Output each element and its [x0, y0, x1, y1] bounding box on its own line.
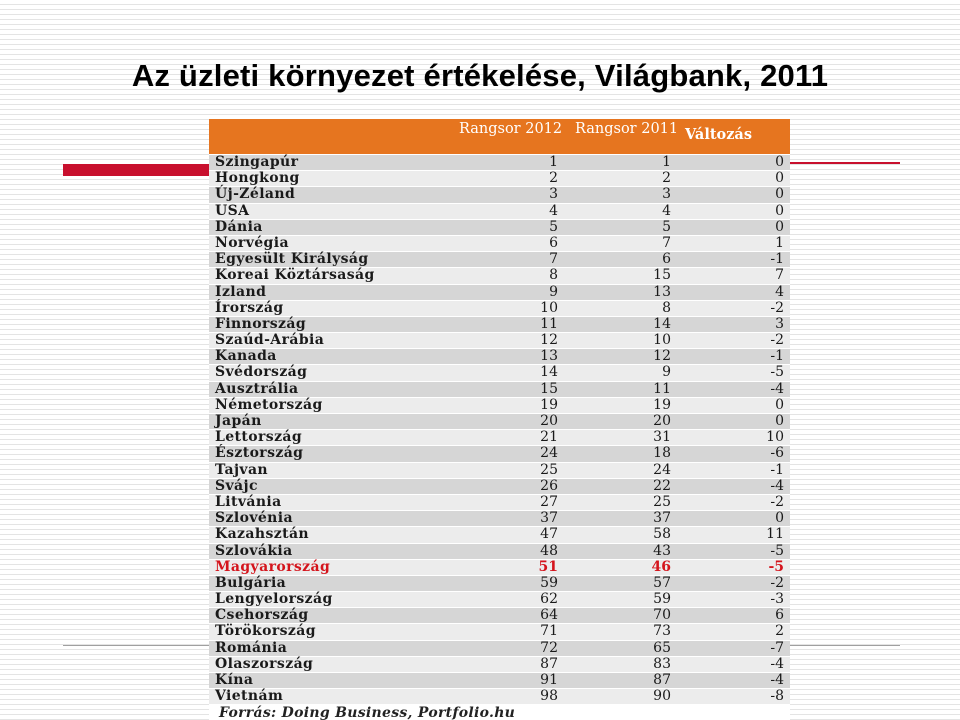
change-cell: -1	[770, 461, 784, 478]
rank-2011-cell: 15	[653, 267, 671, 284]
rank-2011-cell: 9	[662, 364, 671, 381]
rank-2012-cell: 14	[540, 364, 558, 381]
rank-2012-cell: 9	[549, 283, 558, 300]
change-cell: -4	[770, 380, 784, 397]
rank-2011-cell: 2	[662, 170, 671, 187]
ranking-table	[209, 119, 790, 720]
rank-2012-cell: 64	[540, 607, 558, 624]
table-body	[209, 154, 790, 704]
change-cell: 7	[775, 267, 784, 284]
country-cell: Vietnám	[215, 688, 284, 705]
table-row	[209, 445, 790, 461]
table-row	[209, 640, 790, 656]
accent-line	[790, 162, 900, 164]
country-cell: Kanada	[215, 348, 277, 365]
table-row	[209, 284, 790, 300]
rank-2011-cell: 90	[653, 688, 671, 705]
rank-2012-cell: 10	[540, 299, 558, 316]
table-header	[209, 119, 790, 154]
change-cell: 4	[775, 283, 784, 300]
change-cell: 0	[775, 186, 784, 203]
change-cell: -7	[770, 639, 784, 656]
table-row	[209, 332, 790, 348]
country-cell: Szlovákia	[215, 542, 293, 559]
country-cell: Csehország	[215, 607, 309, 624]
source-note: Forrás: Doing Business, Portfolio.hu	[219, 705, 516, 720]
table-row	[209, 219, 790, 235]
change-cell: -2	[770, 574, 784, 591]
country-cell: Románia	[215, 639, 288, 656]
rank-2011-cell: 43	[653, 542, 671, 559]
rank-2012-cell: 3	[549, 186, 558, 203]
country-cell: Izland	[215, 283, 267, 300]
change-cell: 0	[775, 218, 784, 235]
country-cell: Szlovénia	[215, 510, 293, 527]
table-row	[209, 381, 790, 397]
table-row	[209, 623, 790, 639]
header-country	[209, 119, 451, 154]
country-cell: Finnország	[215, 315, 307, 332]
table-row	[209, 543, 790, 559]
table-row	[209, 607, 790, 623]
country-cell: Kína	[215, 672, 254, 688]
country-cell: Szingapúr	[215, 154, 299, 170]
change-cell: 6	[775, 607, 784, 624]
rank-2012-cell: 7	[549, 251, 558, 268]
table-row	[209, 672, 790, 688]
country-cell: Egyesült Királyság	[215, 251, 369, 268]
rank-2011-cell: 58	[653, 526, 671, 543]
table-row	[209, 591, 790, 607]
country-cell: Tajvan	[215, 461, 268, 478]
country-cell: Lengyelország	[215, 591, 333, 608]
rank-2011-cell: 31	[653, 429, 671, 446]
change-cell: 2	[775, 623, 784, 640]
rank-2012-cell: 47	[540, 526, 558, 543]
rank-2012-cell: 27	[540, 493, 558, 510]
rank-2011-cell: 13	[653, 283, 671, 300]
change-cell: -8	[770, 688, 784, 705]
rank-2011-cell: 59	[653, 591, 671, 608]
country-cell: Koreai Köztársaság	[215, 267, 375, 284]
table-row	[209, 413, 790, 429]
rank-2012-cell: 48	[540, 542, 558, 559]
change-cell: 10	[766, 429, 784, 446]
change-cell: 3	[775, 315, 784, 332]
rank-2012-cell: 87	[540, 655, 558, 672]
country-cell: Dánia	[215, 218, 263, 235]
rank-2011-cell: 73	[653, 623, 671, 640]
country-cell: Litvánia	[215, 493, 282, 510]
table-row	[209, 267, 790, 283]
rank-2012-cell: 24	[540, 445, 558, 462]
table-row	[209, 154, 790, 170]
rank-2012-cell: 51	[538, 558, 558, 575]
rank-2011-cell: 20	[653, 413, 671, 429]
table-row	[209, 575, 790, 591]
country-cell: Svédország	[215, 364, 308, 381]
rank-2012-cell: 62	[540, 591, 558, 608]
country-cell: Németország	[215, 396, 323, 413]
table-row	[209, 235, 790, 251]
country-cell: Új-Zéland	[215, 186, 296, 203]
rank-2011-cell: 10	[653, 332, 671, 349]
country-cell: Bulgária	[215, 574, 287, 591]
country-cell: Szaúd-Arábia	[215, 332, 325, 349]
rank-2011-cell: 6	[662, 251, 671, 268]
country-cell: Hongkong	[215, 170, 300, 187]
rank-2011-cell: 12	[653, 348, 671, 365]
change-cell: -4	[770, 477, 784, 494]
rank-2012-cell: 20	[540, 413, 558, 429]
table-row	[209, 656, 790, 672]
change-cell: -3	[770, 591, 784, 608]
rank-2012-cell: 8	[549, 267, 558, 284]
rank-2011-cell: 25	[653, 493, 671, 510]
table-row	[209, 559, 790, 575]
rank-2012-cell: 15	[540, 380, 558, 397]
table-row	[209, 462, 790, 478]
table-row	[209, 300, 790, 316]
accent-bar	[63, 164, 209, 176]
rank-2011-cell: 7	[662, 234, 671, 251]
rank-2012-cell: 25	[540, 461, 558, 478]
rank-2012-cell: 72	[540, 639, 558, 656]
rank-2011-cell: 24	[653, 461, 671, 478]
change-cell: -2	[770, 493, 784, 510]
country-cell: Olaszország	[215, 655, 314, 672]
rank-2012-cell: 59	[540, 574, 558, 591]
rank-2012-cell: 1	[549, 154, 558, 170]
rank-2011-cell: 57	[653, 574, 671, 591]
change-cell: -5	[768, 558, 784, 575]
rank-2011-cell: 83	[653, 655, 671, 672]
table-row	[209, 348, 790, 364]
table-row	[209, 186, 790, 202]
table-row	[209, 170, 790, 186]
rank-2011-cell: 1	[662, 154, 671, 170]
change-cell: -6	[770, 445, 784, 462]
change-cell: 1	[775, 234, 784, 251]
header-rank-2012: Rangsor 2012	[459, 121, 563, 137]
change-cell: 0	[775, 170, 784, 187]
table-row	[209, 364, 790, 380]
header-rank-2011: Rangsor 2011	[575, 121, 679, 137]
table-row	[209, 494, 790, 510]
rank-2012-cell: 71	[540, 623, 558, 640]
change-cell: 11	[766, 526, 784, 543]
change-cell: -5	[770, 542, 784, 559]
rank-2011-cell: 22	[653, 477, 671, 494]
rank-2011-cell: 5	[662, 218, 671, 235]
country-cell: Észtország	[215, 445, 304, 462]
rank-2012-cell: 19	[540, 396, 558, 413]
rank-2011-cell: 19	[653, 396, 671, 413]
country-cell: Kazahsztán	[215, 526, 309, 543]
change-cell: -5	[770, 364, 784, 381]
rank-2012-cell: 5	[549, 218, 558, 235]
rank-2011-cell: 87	[653, 672, 671, 688]
country-cell: USA	[215, 202, 250, 219]
rank-2011-cell: 11	[653, 380, 671, 397]
change-cell: -2	[770, 332, 784, 349]
rank-2011-cell: 46	[651, 558, 671, 575]
country-cell: Svájc	[215, 477, 258, 494]
rank-2012-cell: 98	[540, 688, 558, 705]
rank-2012-cell: 91	[540, 672, 558, 688]
change-cell: -2	[770, 299, 784, 316]
rank-2012-cell: 2	[549, 170, 558, 187]
change-cell: 0	[775, 510, 784, 527]
rank-2012-cell: 11	[540, 315, 558, 332]
table-row	[209, 316, 790, 332]
change-cell: 0	[775, 396, 784, 413]
country-cell: Írország	[215, 299, 284, 316]
slide-title: Az üzleti környezet értékelése, Világbank, 2011	[131, 58, 829, 93]
table-row	[209, 429, 790, 445]
rank-2012-cell: 12	[540, 332, 558, 349]
rank-2012-cell: 6	[549, 234, 558, 251]
change-cell: 0	[775, 202, 784, 219]
rank-2011-cell: 14	[653, 315, 671, 332]
country-cell: Japán	[215, 413, 262, 429]
rank-2012-cell: 21	[540, 429, 558, 446]
country-cell: Magyarország	[215, 558, 331, 575]
table-row	[209, 526, 790, 542]
change-cell: -4	[770, 655, 784, 672]
table-row	[209, 688, 790, 704]
rank-2011-cell: 18	[653, 445, 671, 462]
change-cell: -4	[770, 672, 784, 688]
table-row	[209, 203, 790, 219]
rank-2011-cell: 8	[662, 299, 671, 316]
change-cell: 0	[775, 154, 784, 170]
change-cell: -1	[770, 251, 784, 268]
table-row	[209, 397, 790, 413]
rank-2011-cell: 4	[662, 202, 671, 219]
country-cell: Ausztrália	[215, 380, 299, 397]
rank-2011-cell: 37	[653, 510, 671, 527]
header-change: Változás	[685, 126, 752, 143]
change-cell: -1	[770, 348, 784, 365]
rank-2012-cell: 4	[549, 202, 558, 219]
rank-2011-cell: 65	[653, 639, 671, 656]
rank-2012-cell: 26	[540, 477, 558, 494]
country-cell: Törökország	[215, 623, 316, 640]
table-row	[209, 251, 790, 267]
change-cell: 0	[775, 413, 784, 429]
country-cell: Lettország	[215, 429, 303, 446]
table-row	[209, 510, 790, 526]
rank-2011-cell: 70	[653, 607, 671, 624]
rank-2012-cell: 13	[540, 348, 558, 365]
table-row	[209, 478, 790, 494]
country-cell: Norvégia	[215, 234, 289, 251]
rank-2011-cell: 3	[662, 186, 671, 203]
rank-2012-cell: 37	[540, 510, 558, 527]
